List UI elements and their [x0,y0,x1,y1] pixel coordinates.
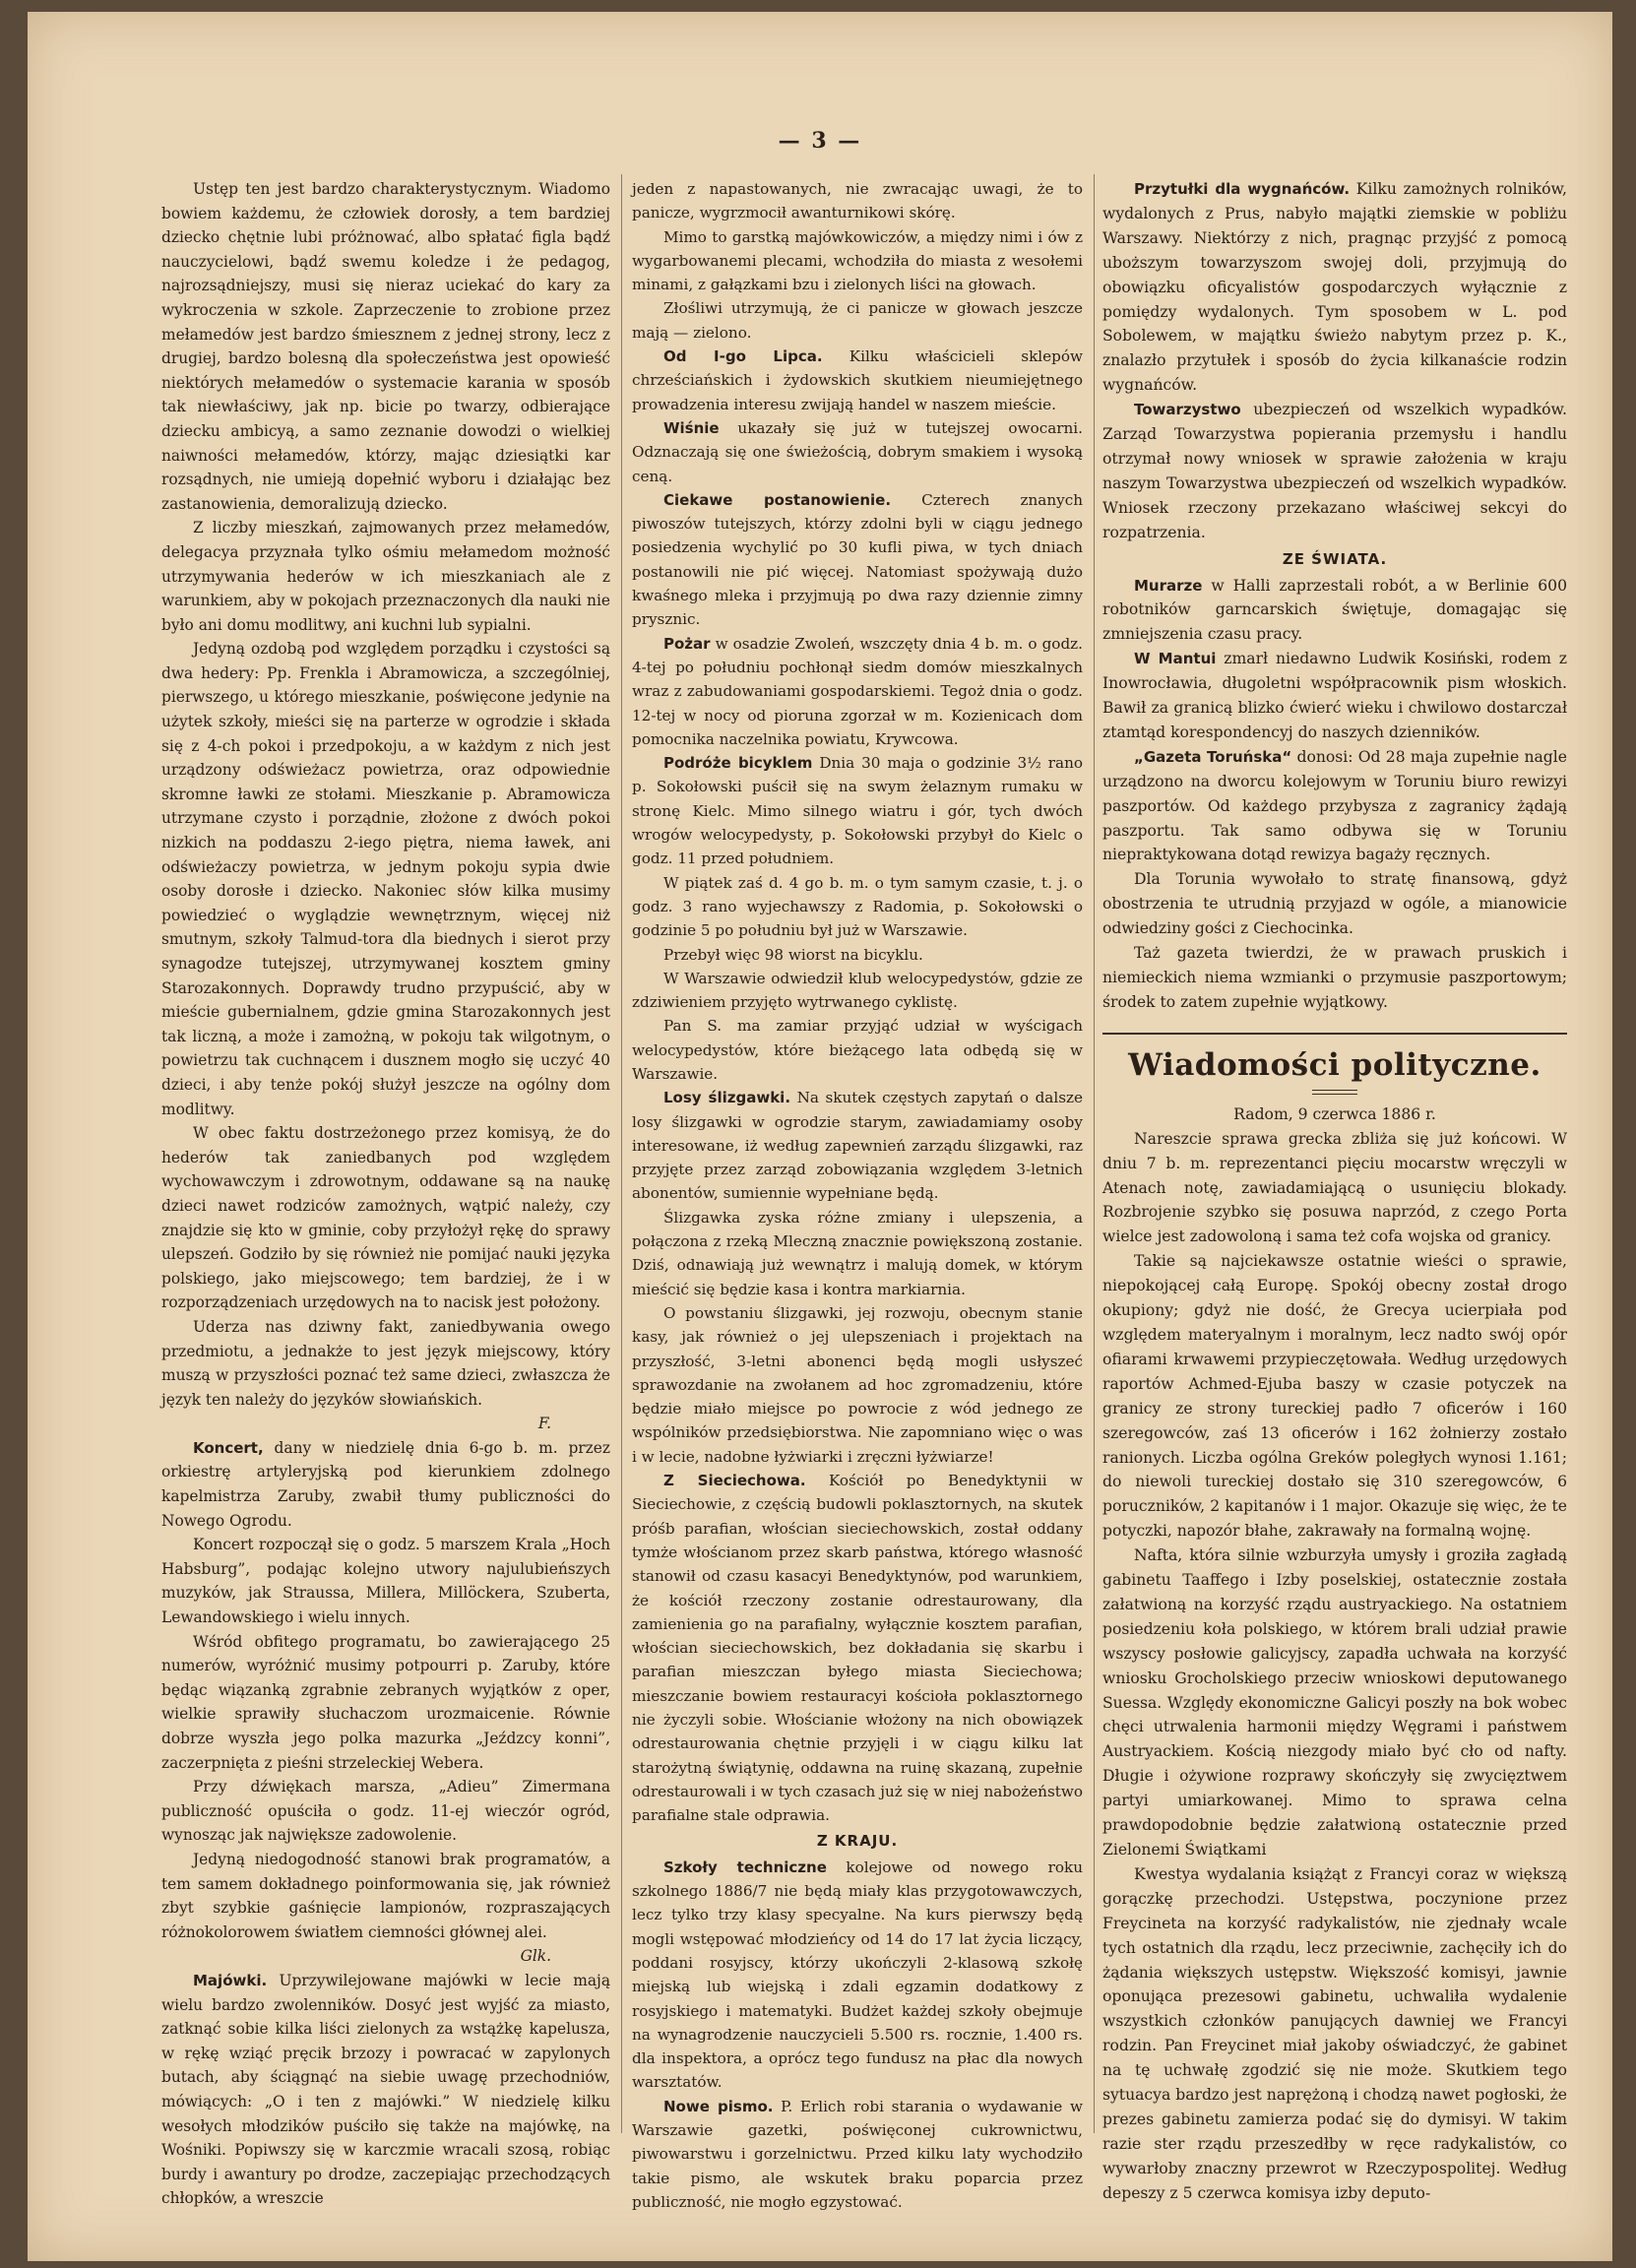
paragraph: Wśród obfitego programatu, bo zawierającego 25 numerów, wyróżnić musimy potpourri p. Zaruby, które będąc wiązanką zgrabnie zebranych wyjątków z oper, wielkie sprawiły słuchaczom urozmaicenie. Równie dobrze wyszła jego polka mazurka „Jeźdzcy konni”, zaczerpnięta z pieśni strzeleckiej Webera. [161,1632,610,1772]
article-text: Dnia 30 maja o godzinie 3½ rano p. Sokołowski puścił się na swym żelaznym rumaku w stronę Kielc. Mimo silnego wiatru i gór, tych dwóch wrogów welocypedysty, p. Sokołowski przybył do Kielc o godz. 11 przed południem. [632,754,1083,868]
section-title: Wiadomości polityczne. [1102,1033,1567,1086]
article-text: Uprzywilejowane majówki w lecie mają wielu bardzo zwolenników. Dosyć jest wyjść za miasto, zatknąć sobie kilka liści zielonych za wstążkę kapelusza, w rękę wziąć pręcik brzozy i powracać w zapylonych butach, aby ściągnąć na siebie uwagę przechodniów, mówiących: „O i ten z majówki.” W niedzielę kilku wesołych młodzików puściło się także na majówkę, na Wośniki. Popiwszy się w karczmie wracali szosą, robiąc burdy i awantury po drodze, zaczepiając przechodzących chłopków, a wreszcie [161,1971,610,2208]
article-text: Czterech znanych piwoszów tutejszych, którzy zdolni byli w ciągu jednego posiedzenia wychylić po 30 kufli piwa, w tych dniach postanowili nie pić więcej. Natomiast spożywają dużo kwaśnego mleka i przyjmują po dwa razy dziennie zimny prysznic. [632,490,1083,629]
newspaper-page [28,12,1612,2261]
article-headline: Ciekawe postanowienie. [663,490,892,509]
article-lipca [632,345,1083,416]
paragraph: Takie są najciekawsze ostatnie wieści o sprawie, niepokojącej całą Europę. Spokój obecny został drogo okupiony; gdyż nie dość, że Grecya ucierpiała pod względem materyalnym i moralnym, lecz nadto swój opór ofiarami krwawemi przypieczętowała. Według urzędowych raportów Achmed-Ejuba baszy w czasie potyczek na granicy ze strony tureckiej padło 7 oficerów i 160 szeregowców, zaś 13 oficerów i 162 żołnierzy zostało ranionych. Liczba ogólna Greków poległych wynosi 1.161; do niewoli tureckiej dostało się 310 szeregowców, 6 poruczników, 2 kapitanów i 1 major. Okazuje się więc, że te potyczki, napozór błahe, zakrawały na formalną wojnę. [1102,1252,1567,1541]
paragraph: Koncert rozpoczął się o godz. 5 marszem Krala „Hoch Habsburg”, podając kolejno utwory najulubieńszych muzyków, jak Straussa, Millera, Millöckera, Szuberta, Lewandowskiego i wielu innych. [161,1536,610,1627]
paragraph: Pan S. ma zamiar przyjąć udział w wyścigach welocypedystów, które bieżącego lata odbędą się w Warszawie. [632,1017,1083,1083]
article-headline: Murarze [1134,576,1203,595]
article-text: donosi: Od 28 maja zupełnie nagle urządzono na dworcu kolejowym w Toruniu biuro rewizyi paszportów. Od każdego przybysza z zagranicy żądają paszportu. Tak samo odbywa się w Toruniu niepraktykowana dotąd rewizya bagaży ręcznych. [1102,747,1567,864]
article-headline: W Mantui [1134,650,1217,668]
article-headline: Pożar [663,634,711,653]
column-divider [621,174,622,2133]
paragraph: Nafta, która silnie wzburzyła umysły i groziła zagładą gabinetu Taaffego i Izby poselskiej, ostatecznie została załatwioną na korzyść rządu austryackiego. Na ostatniem posiedzeniu koła polskiego, w którem brali udział prawie wszyscy posłowie galicyjscy, zapadła uchwała na korzyść wniosku Grocholskiego przeciw wnioskowi deputowanego Suessa. Względy ekonomiczne Galicyi poszły na bok wobec chęci utrwalenia harmonii między Węgrami i państwem Austryackiem. Kością niezgody miało być cło od nafty. Długie i ożywione rozprawy skończyły się zwycięztwem partyi umiarkowanej. Mimo to sprawa celna prawdopodobnie będzie załatwioną ostatecznie przed Zielonemi Świątkami [1102,1546,1567,1858]
paragraph: Ślizgawka zyska różne zmiany i ulepszenia, a połączona z rzeką Mleczną znacznie powiększoną zostanie. Dziś, odnawiają już wewnątrz i malują domek, w którym mieścić się będzie kasa i kontra markiarnia. [632,1208,1083,1298]
paragraph: Z liczby mieszkań, zajmowanych przez mełamedów, delegacya przyznała tylko ośmiu mełamedom możność utrzymywania hederów w ich mieszkaniach ale z warunkiem, aby w pokojach przeznaczonych dla nauki nie było ani domu modlitwy, ani kuchni lub sypialni. [161,519,610,634]
paragraph: Uderza nas dziwny fakt, zaniedbywania owego przedmiotu, a jednakże to jest język miejscowy, który muszą w przyszłości poznać też same dzieci, zwłaszcza że język ten należy do języków słowiańskich. [161,1317,610,1409]
column-divider [1094,174,1095,2133]
article-majowki [161,1969,610,2211]
article-mantui [1102,647,1567,745]
dateline: Radom, 9 czerwca 1886 r. [1233,1104,1436,1123]
paragraph: Przy dźwiękach marsza, „Adieu” Zimermana publiczność opuściła o godz. 11-ej wieczór ogród, wynosząc jak największe zadowolenie. [161,1778,610,1845]
paragraph: Ustęp ten jest bardzo charakterystycznym. Wiadomo bowiem każdemu, że człowiek dorosły, a tem bardziej dziecko chętnie lubi próżnować, albo spłatać figla bądź nauczycielowi, bądź swemu koledze i że pedagog, najrozsądniejszy, musi się nieraz uciekać do kary za wykroczenia w szkole. Zaprzeczenie to zrobione przez mełamedów jest bardzo śmiesznem z jednej strony, lecz z drugiej, bardzo bolesną dla społeczeństwa jest opowieść niektórych mełamedów o systemacie karania w sposób tak niewłaściwy, jak np. bicie po twarzy, odbierające dziecku ambicyą, a samo zeznanie dowodzi o wielkiej naiwności mełamedów, którzy, mając dziesiątki kar rozsądnych, nie umieją dopełnić wyboru i działając bez zastanowienia, demoralizują dziecko. [161,180,610,513]
article-text: w osadzie Zwoleń, wszczęty dnia 4 b. m. o godz. 4-tej po południu pochłonął siedm domów mieszkalnych wraz z zabudowaniami gospodarskiemi. Tegoż dnia o godz. 12-tej w nocy od pioruna zgorzał w m. Kozienicach dom pomocnika naczelnika powiatu, Krywcowa. [632,634,1083,748]
article-koncert [161,1436,610,1533]
article-headline: Towarzystwo [1134,401,1241,419]
paragraph: Jedyną ozdobą pod względem porządku i czystości są dwa hedery: Pp. Frenkla i Abramowicza, a szczególniej, pierwszego, u którego mieszkanie, poświęcone jedynie na użytek szkoły, mieści się na parterze w ogrodzie i składa się z 4-ch pokoi i przedpokoju, a w każdym z nich jest urządzony odświeżacz powietrza, oraz odpowiednie skromne ławki ze stołami. Mieszkanie p. Abramowicza utrzymane czysto i porządnie, złożone z dwóch pokoi nizkich na poddaszu 2-iego piętra, niema ławek, ani odświeżaczy powietrza, w jednym pokoju sypia dwie osoby dorosłe i dziecko. Nakoniec słów kilka musimy powiedzieć o wyglądzie wewnętrznym, więcej niż smutnym, szkoły Talmud-tora dla biednych i sierot przy synagodze tutejszej, utrzymywanej kosztem gminy Starozakonnych. Doprawdy trudno przypuścić, aby w mieście gubernialnem, gdzie gmina Starozakonnych jest tak liczną, a może i zamożną, w pokoju tak wilgotnym, o powietrzu tak cuchnącem i dusznem mogło się uczyć 40 dzieci, i aby tenże pokój służył jeszcze na ogólny dom modlitwy. [161,640,610,1118]
article-headline: Majówki. [193,1971,268,1989]
article-text: Na skutek częstych zapytań o dalsze losy ślizgawki w ogrodzie starym, zawiadamiamy osoby interesowane, iż według zapewnień zarządu ślizgawki, raz przyjęte przez zarząd zobowiązania względem 3-letnich abonentów, sumiennie wypełniane będą. [632,1089,1083,1203]
article-nowe-pismo [632,2095,1083,2214]
article-text: w Halli zaprzestali robót, a w Berlinie 600 robotników garncarskich świętuje, domagając się zmniejszenia czasu pracy. [1102,576,1567,644]
page-number: — 3 — [778,128,862,154]
article-text: Kościół po Benedyktynii w Sieciechowie, z częścią budowli poklasztornych, na skutek próśb parafian, włościan sieciechowskich, został oddany tymże włościanom przez skarb państwa, którego własność stanowił od czasu kasacyi Benedyktynów, pod warunkiem, że kościół rzeczony zostanie odrestaurowany, dla zamienienia go na parafialny, wyłącznie kosztem parafian, włościan sieciechowskich, bez dokładania się skarbu i parafian mieszczan byłego miasta Sieciechowa; mieszczanie bowiem restauracyi kościoła poklasztornego nie życzyli sobie. Włościanie włożony na nich obowiązek odrestaurowania chętnie przyjęli i w ciągu kilku lat starożytną świątynię, oddawna na ruinę skazaną, zupełnie odrestaurowali i w tych czasach już się w niej nabożeństwo parafialne stale odprawia. [632,1472,1083,1825]
section-heading: Z KRAJU. [816,1832,899,1851]
article-headline: „Gazeta Toruńska“ [1134,747,1292,766]
article-text: ubezpieczeń od wszelkich wypadków. Zarząd Towarzystwa popierania przemysłu i handlu otrzymał nowy wniosek w sprawie założenia w kraju naszym Towarzystwa ubezpieczeń od wszelkich wypadków. Wniosek rzeczony przekazano właściwej sekcyi do rozpatrzenia. [1102,401,1567,541]
title-ornament [1312,1090,1357,1095]
section-heading: ZE ŚWIATA. [1282,549,1388,568]
paragraph: Jedyną niedogodność stanowi brak programatów, a tem samem dokładnego poinformowania się, jak również zbyt szybkie gaśnięcie lampionów, rozpraszających różnokolorowem światłem ciemności głównej alei. [161,1850,610,1941]
paragraph: jeden z napastowanych, nie zwracając uwagi, że to panicze, wygrzmocił awanturnikowi skórę. [632,180,1083,222]
article-ciekawe [632,488,1083,632]
article-przytulki [1102,177,1567,398]
article-szkoly [632,1856,1083,2095]
article-podroze [632,751,1083,870]
article-text: P. Erlich robi starania o wydawanie w Warszawie gazetki, poświęconej cukrownictwu, piwowarstwu i gorzelnictwu. Przed kilku laty wychodziło takie pismo, ale wskutek braku poparcia przez publiczność, nie mogło egzystować. [632,2097,1083,2211]
article-wisnie [632,416,1083,488]
paragraph: O powstaniu ślizgawki, jej rozwoju, obecnym stanie kasy, jak również o jej ulepszeniach i projektach na przyszłość, 3-letni abonenci będą mogli usłyszeć sprawozdanie na zwołanem ad hoc zgromadzeniu, które będzie miało miejsce po powrocie z wód jednego ze wspólników przedsiębiorstwa. Nie zapomniano więc o was i w lecie, nadobne łyżwiarki i zręczni łyżwiarze! [632,1303,1083,1466]
signature: F. [537,1415,551,1433]
article-headline: Z Sieciechowa. [663,1472,806,1490]
article-sieciechow [632,1469,1083,1827]
article-text: dany w niedzielę dnia 6-go b. m. przez orkiestrę artyleryjską pod kierunkiem zdolnego kapelmistrza Zaruby, zwabił tłumy publiczności do Nowego Ogrodu. [161,1438,610,1530]
paragraph: Kwestya wydalania książąt z Francyi coraz w większą gorączkę przechodzi. Ustępstwa, poczynione przez Freycineta na korzyść radykalistów, nie zjednały wcale tych ostatnich dla rządu, lecz przeciwnie, zachęciły ich do żądania większych ustępstw. Większość komisyi, jawnie oponująca prezesowi gabinetu, uchwaliła wydalenie wszystkich członków panujących dawniej we Francyi rodzin. Pan Freycinet miał jakoby oświadczyć, że gabinet na tę uchwałę zgodzić się nie może. Skutkiem tego sytuacya bardzo jest naprężoną i chodzą nawet pogłoski, że prezes gabinetu zamierza podać się do dymisyi. W takim razie ster rządu przeszedłby w ręce radykalistów, co wywarłoby znaczny przewrot w Rzeczypospolitej. Według depeszy z 5 czerwca komisya izby deputo- [1102,1864,1567,2202]
paragraph: W piątek zaś d. 4 go b. m. o tym samym czasie, t. j. o godz. 3 rano wyjechawszy z Radomia, p. Sokołowski o godzinie 5 po południu był już w Warszawie. [632,873,1083,940]
article-murarze [1102,574,1567,648]
paragraph: W obec faktu dostrzeżonego przez komisyą, że do hederów tak zaniedbanych pod względem wychowawczym i zdrowotnym, oddawane są na naukę dzieci nawet rodziców zamożnych, wątpić należy, czy znajdzie się kto w gminie, coby przyłożył rękę do sprawy ulepszeń. Godziło by się również nie pomijać nauki języka polskiego, jako miejscowego; tem bardziej, że i w rozporządzeniach urzędowych na to nacisk jest położony. [161,1124,610,1312]
article-text: Kilku właścicieli sklepów chrześciańskich i żydowskich skutkiem nieumiejętnego prowadzenia interesu zwijają handel w naszem mieście. [632,347,1084,413]
paragraph: W Warszawie odwiedził klub welocypedystów, gdzie ze zdziwieniem przyjęto wytrwanego cyklistę. [632,969,1083,1012]
signature: Glk. [520,1947,551,1966]
article-towarzystwo [1102,398,1567,544]
column-left [161,177,610,2211]
paragraph: Przebył więc 98 wiorst na bicyklu. [663,945,923,964]
article-headline: Losy ślizgawki. [663,1089,791,1107]
column-middle [632,177,1083,2214]
column-right [1102,177,1567,2206]
paragraph: Nareszcie sprawa grecka zbliża się już końcowi. W dniu 7 b. m. reprezentanci pięciu mocarstw wręczyli w Atenach notę, zawiadamiającą o usunięciu blokady. Rozbrojenie szybko się posuwa naprzód, z czego Porta wielce jest zadowoloną i sama też cofa wojska od granicy. [1102,1129,1567,1246]
article-headline: Szkoły techniczne [663,1858,827,1876]
paragraph: Mimo to garstką majówkowiczów, a między nimi i ów z wygarbowanemi plecami, wchodziła do miasta z wesołemi minami, z gałązkami bzu i zielonych liści na głowach. [632,227,1083,294]
paragraph: Złośliwi utrzymują, że ci panicze w głowach jeszcze mają — zielono. [632,299,1083,342]
paragraph: Taż gazeta twierdzi, że w prawach pruskich i niemieckich niema wzmianki o przymusie paszportowym; środek to zatem zupełnie wyjątkowy. [1102,944,1567,1011]
article-headline: Przytułki dla wygnańców. [1134,180,1351,198]
article-text: Kilku zamożnych rolników, wydalonych z Prus, nabyło majątki ziemskie w pobliżu Warszawy. Niektórzy z nich, pragnąc przyjść z pomocą uboższym towarzyszom swojej doli, przyjmują do obowiązku oficyalistów gospodarczych wyłącznie z pomiędzy wydalonych. Tym sposobem w L. pod Sobolewem, w majątku świeżo nabytym przez p. K., znalazło przytułek i sposób do życia kilkanaście rodzin wygnańców. [1102,180,1567,395]
paragraph: Dla Torunia wywołało to stratę finansową, gdyż obostrzenia te utrudnią przyjazd w ogóle, a mianowicie odwiedziny gości z Ciechocinka. [1102,870,1567,938]
article-gazeta [1102,745,1567,868]
article-text: kolejowe od nowego roku szkolnego 1886/7 nie będą miały klas przygotowawczych, lecz tylko trzy klasy specyalne. Na kurs pierwszy będą mogli wstępować młodzieńcy od 14 do 17 lat życia liczący, poddani rosyjscy, którzy ukończyli 2-klasową szkołę miejską lub wiejską i zdali egzamin dodatkowy z rosyjskiego i matematyki. Budżet każdej szkoły obejmuje na wynagrodzenie nauczycieli 5.500 rs. rocznie, 1.400 rs. dla inspektora, a oprócz tego fundusz na płac dla nowych warsztatów. [632,1858,1083,2092]
article-headline: Wiśnie [663,418,720,437]
article-headline: Koncert, [193,1438,264,1457]
article-headline: Podróże bicyklem [663,754,813,773]
article-text: zmarł niedawno Ludwik Kosiński, rodem z Inowrocławia, długoletni współpracownik pism włoskich. Bawił za granicą blizko ćwierć wieku i chwilowo dostarczał ztamtąd korespondencyj do naszych dzienników. [1102,650,1567,741]
article-headline: Od I-go Lipca. [663,347,823,366]
article-pozar [632,632,1083,751]
article-headline: Nowe pismo. [663,2097,774,2115]
article-losy [632,1086,1083,1205]
article-text: ukazały się już w tutejszej owocarni. Odznaczają się one świeżością, dobrym smakiem i wysoką ceną. [632,418,1083,485]
